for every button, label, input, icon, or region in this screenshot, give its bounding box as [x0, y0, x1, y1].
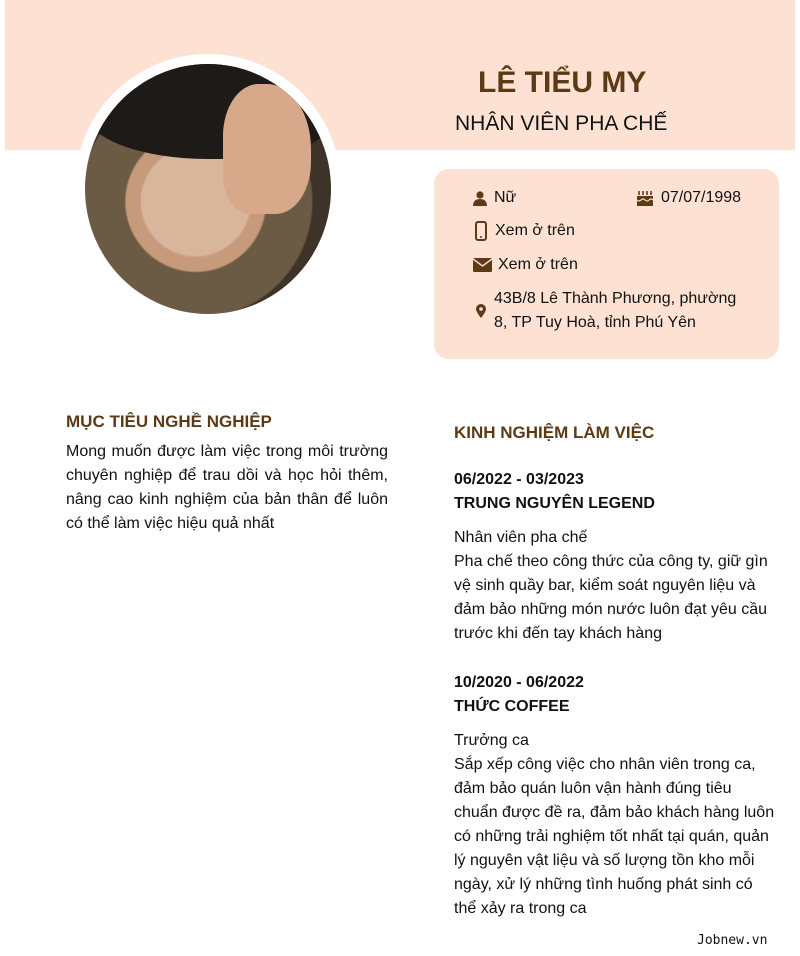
- experience-position: Nhân viên pha chế: [454, 529, 588, 546]
- email-row: [472, 253, 578, 277]
- birthday: 07/07/1998: [661, 189, 742, 206]
- experience-period: 10/2020 - 06/2022: [454, 674, 584, 691]
- envelope-icon: [472, 253, 492, 277]
- experience-period: 06/2022 - 03/2023: [454, 471, 584, 488]
- email: Xem ở trên: [498, 256, 578, 273]
- experience-item: [454, 671, 779, 921]
- experience-description: Pha chế theo công thức của công ty, giữ gìn vệ sinh quầy bar, kiểm soát nguyên liệu và đảm bảo những món nước luôn đạt yêu cầu trước khi đến tay khách hàng: [454, 553, 768, 642]
- address-row: [474, 287, 736, 335]
- birthday-row: [635, 186, 741, 210]
- experience-company: THỨC COFFEE: [454, 698, 570, 715]
- candidate-name: LÊ TIỂU MY: [478, 66, 647, 99]
- experience-position: Trưởng ca: [454, 732, 529, 749]
- birthday-cake-icon: [635, 186, 655, 210]
- footer-brand: Jobnew.vn: [697, 933, 768, 948]
- experience-company: TRUNG NGUYÊN LEGEND: [454, 495, 655, 512]
- gender-row: [472, 186, 516, 210]
- experience-title: KINH NGHIỆM LÀM VIỆC: [454, 423, 655, 442]
- address-line-1: 43B/8 Lê Thành Phương, phường: [494, 290, 737, 307]
- experience-item: [454, 468, 779, 646]
- user-icon: [472, 186, 488, 210]
- map-marker-icon: [474, 299, 488, 323]
- gender: Nữ: [494, 189, 517, 206]
- avatar: [85, 64, 331, 314]
- candidate-role: NHÂN VIÊN PHA CHẾ: [455, 112, 668, 135]
- address-line-2: 8, TP Tuy Hoà, tỉnh Phú Yên: [494, 314, 696, 331]
- objective-title: MỤC TIÊU NGHỀ NGHIỆP: [66, 412, 272, 431]
- objective-text: Mong muốn được làm việc trong môi trường chuyên nghiệp để trau dồi và học hỏi thêm, nâng cao kinh nghiệm của bản thân để luôn có thể làm việc hiệu quả nhất: [66, 443, 388, 532]
- phone: Xem ở trên: [495, 222, 575, 239]
- experience-description: Sắp xếp công việc cho nhân viên trong ca, đảm bảo quán luôn vận hành đúng tiêu chuẩn được đề ra, đảm bảo khách hàng luôn có những trải nghiệm tốt nhất tại quán, quản lý nguyên vật liệu và số lượng tồn kho mỗi ngày, xử lý những tình huống phát sinh có thể xảy ra trong ca: [454, 756, 775, 917]
- phone-row: [473, 219, 575, 243]
- phone-icon: [473, 219, 489, 243]
